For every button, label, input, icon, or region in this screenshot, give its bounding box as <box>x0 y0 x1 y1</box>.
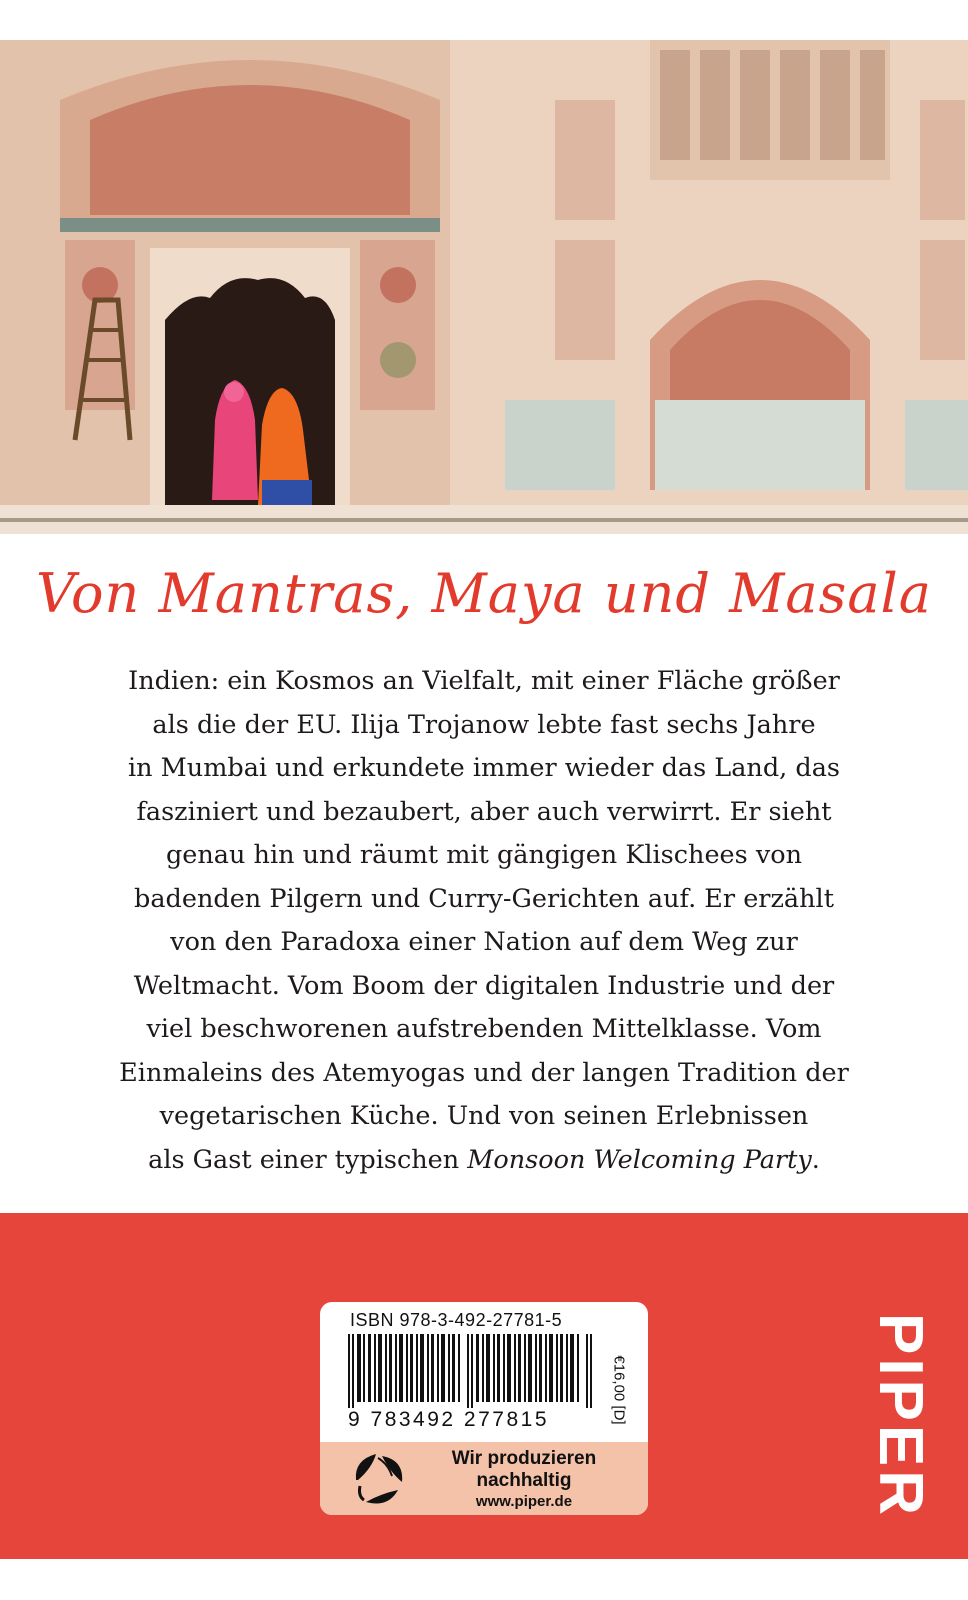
barcode-digits: 9 783492 277815 <box>348 1408 549 1431</box>
cover-photo <box>0 40 968 534</box>
blurb-line: Einmaleins des Atemyogas und der langen Tradition der <box>119 1057 849 1088</box>
blurb-line: badenden Pilgern und Curry-Gerichten auf. Er erzählt <box>134 883 834 914</box>
blurb-line: vegetarischen Küche. Und von seinen Erlebnissen <box>159 1101 809 1131</box>
publisher-logo <box>866 1312 935 1520</box>
eco-line2: nachhaltig <box>476 1470 572 1491</box>
blurb-line: in Mumbai und erkundete immer wieder das Land, das <box>127 753 840 783</box>
eco-line1: Wir produzieren <box>451 1448 597 1469</box>
eco-badge <box>320 1442 648 1515</box>
blurb-last-line <box>70 1139 898 1183</box>
isbn-card <box>320 1302 648 1515</box>
eco-text <box>418 1448 630 1512</box>
publisher-logo-text: PIPER <box>866 1312 935 1520</box>
blurb-line: Weltmacht. Vom Boom der digitalen Industrie und der <box>133 970 835 1001</box>
blurb-last-suffix: . <box>811 1144 820 1175</box>
blurb-italic-title: Monsoon Welcoming Party <box>467 1144 812 1175</box>
barcode <box>348 1334 594 1408</box>
eco-url: www.piper.de <box>475 1493 573 1510</box>
isbn-label: ISBN 978-3-492-27781-5 <box>350 1310 563 1330</box>
headline: Von Mantras, Maya und Masala <box>35 562 932 625</box>
blurb-line: viel beschworenen aufstrebenden Mittelklasse. Vom <box>146 1014 822 1044</box>
blurb-line: genau hin und räumt mit gängigen Klischees von <box>165 840 803 870</box>
price-label <box>606 1336 632 1444</box>
blurb-line: als die der EU. Ilija Trojanow lebte fast sechs Jahre <box>152 709 816 740</box>
blurb-last-prefix: als Gast einer typischen <box>148 1144 468 1175</box>
recycle-leaves-icon <box>348 1450 408 1508</box>
blurb-line: von den Paradoxa einer Nation auf dem Weg zur <box>170 927 798 957</box>
blurb-line: Indien: ein Kosmos an Vielfalt, mit einer Fläche größer <box>128 666 840 696</box>
blurb-line: fasziniert und bezaubert, aber auch verwirrt. Er sieht <box>136 796 832 827</box>
price-text: €16,00 [D] <box>610 1355 628 1425</box>
blurb-text <box>70 660 898 1182</box>
